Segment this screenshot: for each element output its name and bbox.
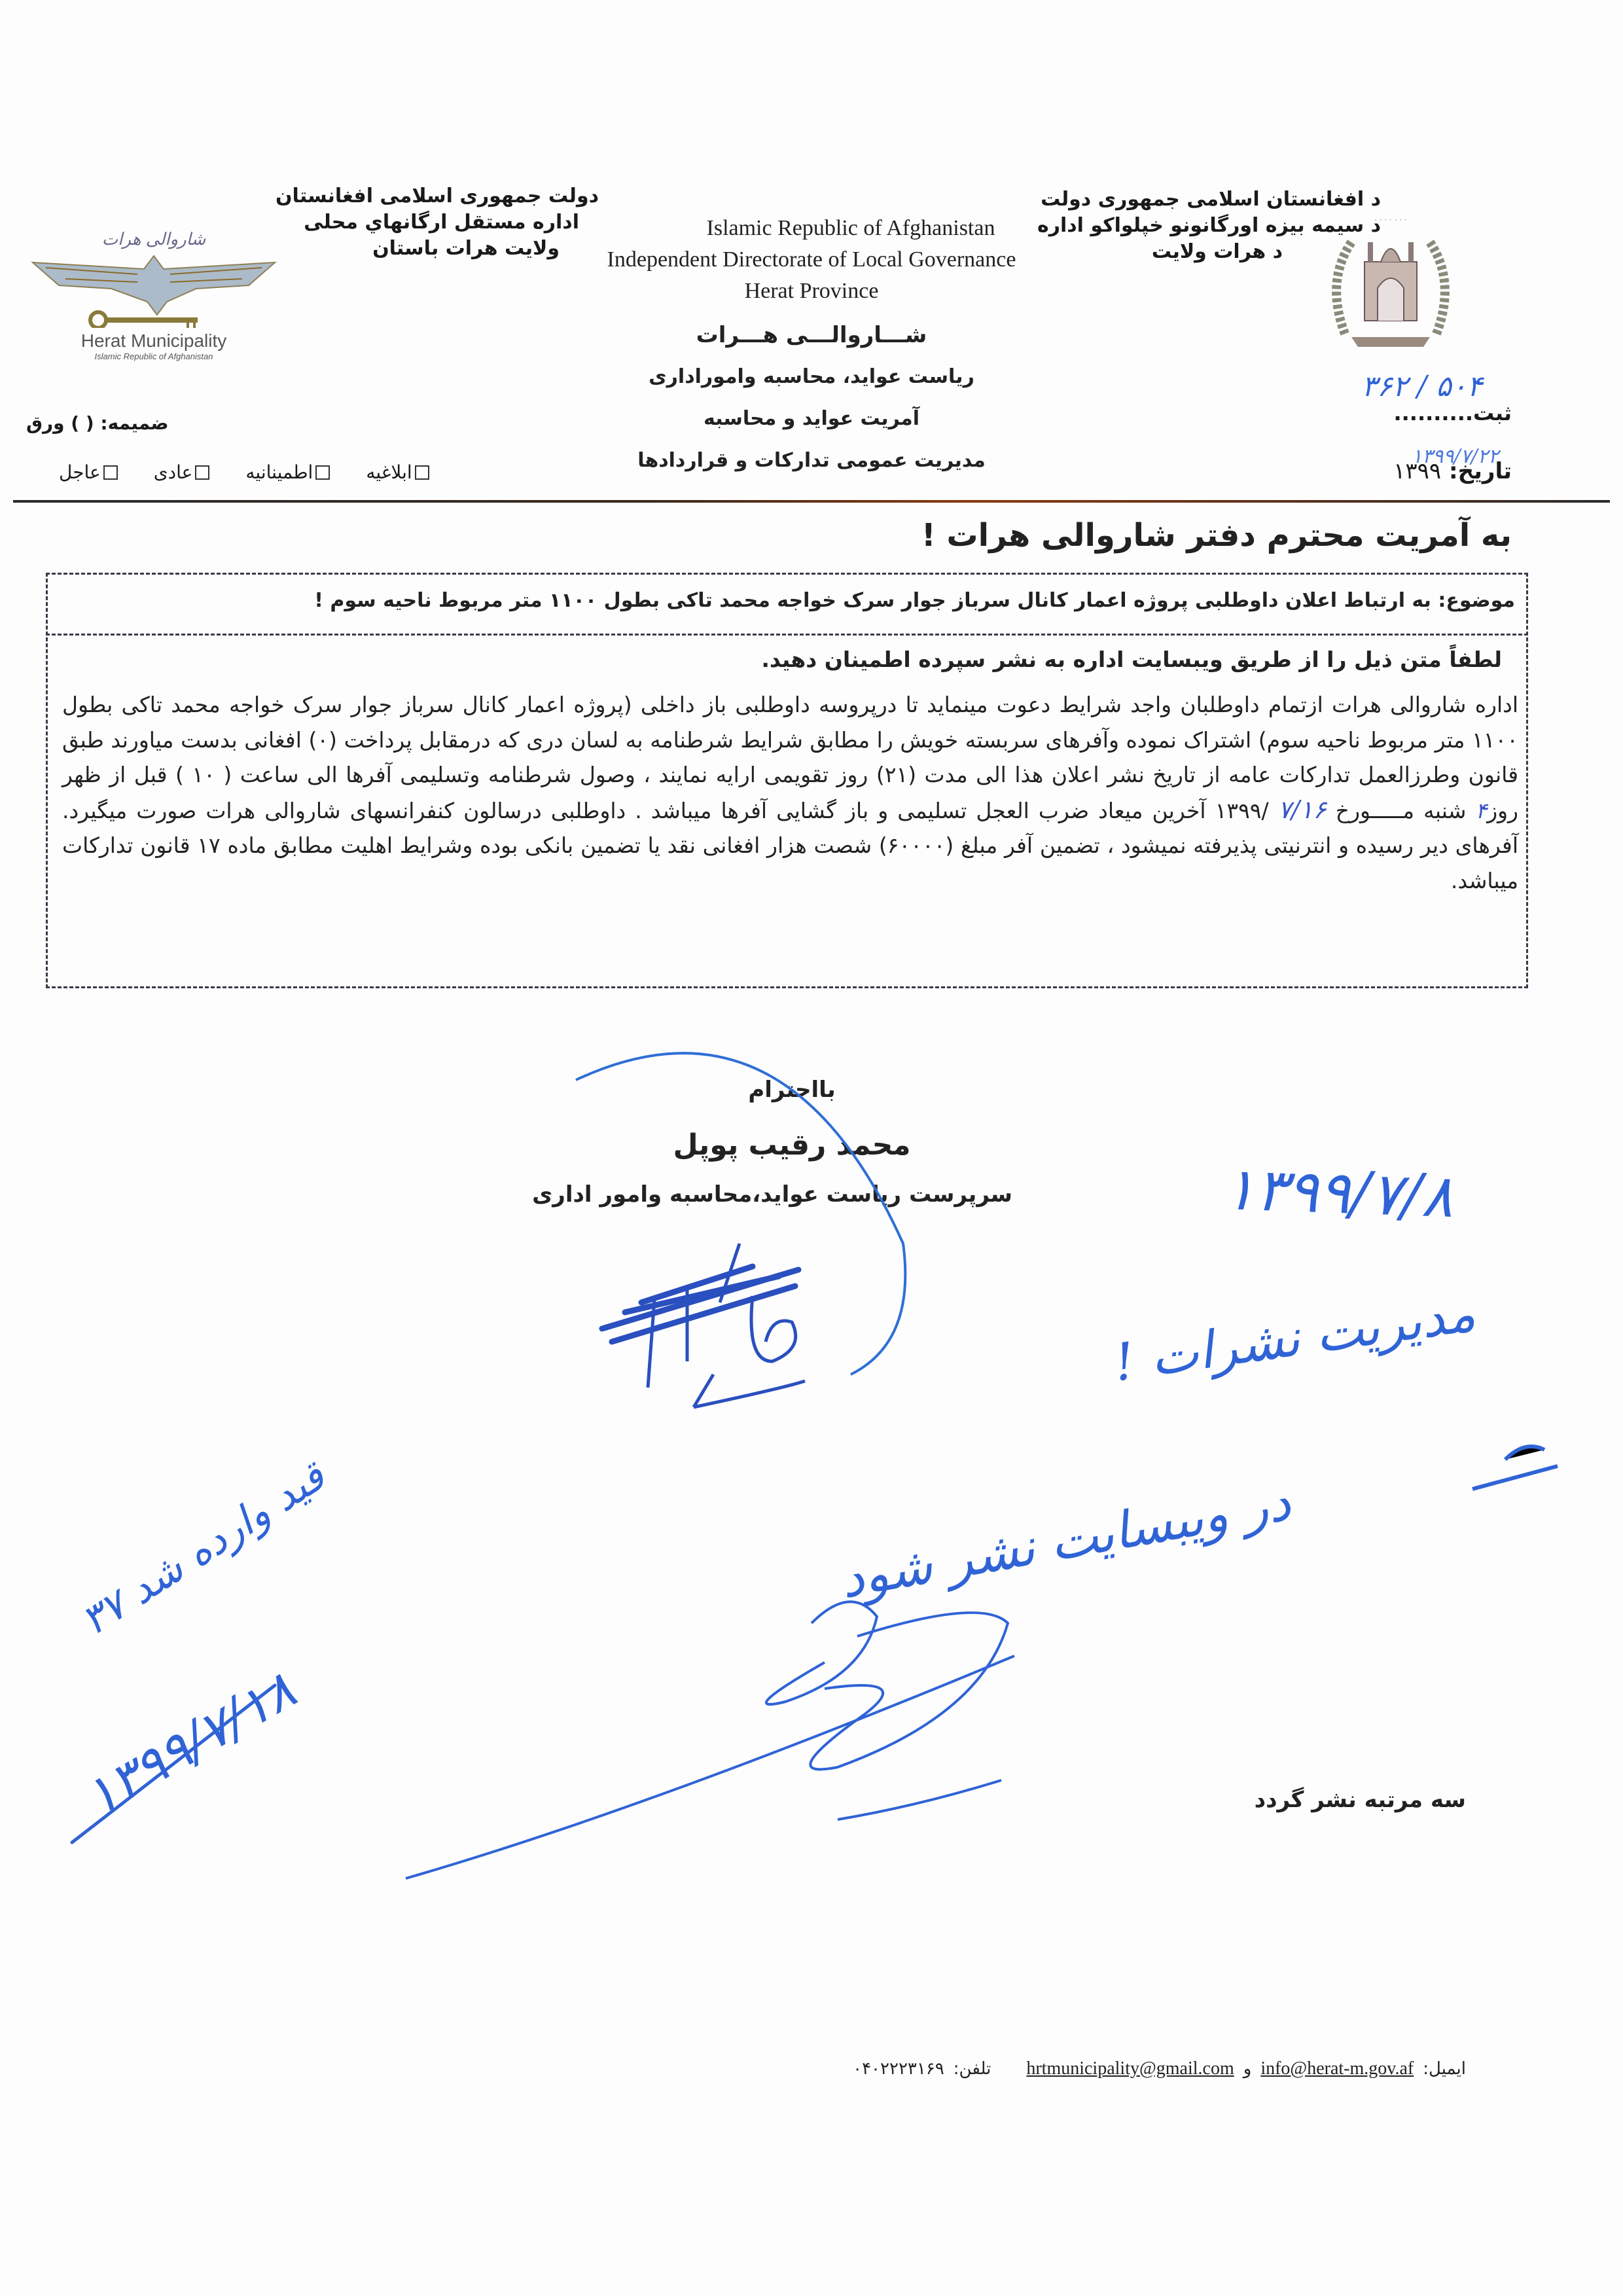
subject-line: موضوع: به ارتباط اعلان داوطلبی پروژه اعمار کانال سرباز جوار سرک خواجه محمد تاکی بطول ۱۱۰۰ متر مربوط ناحیه سوم ! <box>314 589 1515 612</box>
attachment-field: ضمیمه: ( ) ورق <box>26 412 169 434</box>
svg-text:· · · · · · ·: · · · · · · · <box>1374 215 1407 224</box>
logo-caption: Herat Municipality <box>80 331 227 351</box>
phone-number: ۰۴۰۲۲۲۳۱۶۹ <box>853 2059 944 2079</box>
email-link-gmail[interactable]: hrtmunicipality@gmail.com <box>1026 2058 1234 2079</box>
handwritten-day: ۴ <box>1475 797 1488 823</box>
checkbox-confirmation[interactable]: اطمینانیه <box>245 461 330 483</box>
header-dari-line-3: ولایت هرات باستان <box>372 237 560 260</box>
header-english-line-2: Independent Directorate of Local Governance <box>607 247 1016 272</box>
department-line-3: مدیریت عمومی تدارکات و قراردادها <box>637 449 986 472</box>
body-part-2: شنبه مـــــورخ <box>1335 797 1467 823</box>
signer-name: محمد رقیب پوپل <box>673 1128 911 1162</box>
department-line-2: آمریت عواید و محاسبه <box>703 407 920 430</box>
header-dari-line-1: دولت جمهوری اسلامی افغانستان <box>275 185 599 207</box>
register-dots: .......... <box>1393 401 1474 425</box>
department-line-1: ریاست عواید، محاسبه وامورادارى <box>649 365 974 388</box>
checkbox-notification[interactable]: ابلاغیه <box>366 461 429 483</box>
logo-top-caption: شاروالی هرات <box>101 229 206 249</box>
request-line: لطفاً متن ذیل را از طریق ویبسایت اداره به نشر سپرده اطمینان دهید. <box>761 647 1502 672</box>
email-link-official[interactable]: info@herat-m.gov.af <box>1260 2058 1414 2079</box>
signer-title: سرپرست ریاست عواید،محاسبه وامور اداری <box>532 1181 1012 1208</box>
header-pashto-line-2: د سیمه بیزه اورگانونو خپلواکو اداره <box>1037 214 1381 237</box>
handwritten-note-right: مدیریت نشرات ! <box>1110 1283 1479 1393</box>
logo-subcaption: Islamic Republic of Afghanistan <box>94 351 213 361</box>
municipality-title: شـــاروالـــی هـــرات <box>696 322 927 348</box>
header-english-line-3: Herat Province <box>744 279 879 303</box>
register-label: ثبت <box>1473 401 1512 425</box>
checkbox-normal[interactable]: عادی <box>154 461 210 483</box>
salutation: به آمریت محترم دفتر شاروالی هرات ! <box>921 517 1512 554</box>
phone-label: تلفن: <box>953 2059 991 2079</box>
date-printed-year: ۱۳۹۹ <box>1393 458 1442 484</box>
body-part-1: اداره شاروالی هرات ازتمام داوطلبان واجد شرایط دعوت مینماید تا درپروسه داوطلبی باز داخلی (پروژه اعمار کانال سرباز جوار سرک خواجه محمد تاکی بطول ۱۱۰۰ متر مربوط ناحیه سوم) اشتراک نموده وآفرهای سربسته خویش را مطابق شرایط شرطنامه به لسان دری که درمقابل پرداخت (۰) افغانی بدست میاورند طبق قانون وطرزالعمل تدارکات عامه از تاریخ نشر اعلان هذا الی مدت (۲۱) روز تقویمی ارایه نمایند ، وصول شرطنامه وتسلیمی آفرها الی ساعت ( ۱۰ ) قبل از ظهر روز <box>62 692 1518 823</box>
footer-contact <box>681 2058 1466 2079</box>
header-pashto-line-1: د افغانستان اسلامی جمهوری دولت <box>1041 188 1381 211</box>
header-pashto-line-3: د هرات ولایت <box>1151 240 1283 263</box>
checkbox-urgent[interactable]: عاجل <box>59 461 118 483</box>
closing-greeting: بااحترام <box>748 1077 836 1103</box>
date-label: تاریخ: <box>1449 458 1512 484</box>
body-part-3: /۱۳۹۹ آخرین میعاد ضرب العجل تسلیمی و باز گشایی آفرها میباشد . داوطلبی درسالون کنفرانسهای شاروالی هرات صورت میگیرد. آفرهای دیر رسیده و انترنیتی پذیرفته نمیشود ، تضمین آفر مبلغ (۶۰۰۰۰) شصت هزار افغانی نقد یا تضمین بانکی بوده وشرایط اهلیت مطابق ماده ۱۷ قانون تدارکات میباشد. <box>62 797 1519 893</box>
register-handwritten: ۵۰۴ / ۳۶۲ <box>1361 370 1482 403</box>
email-conjunction: و <box>1243 2059 1252 2079</box>
date-handwritten: ۱۳۹۹/۷/۲۲ <box>1411 445 1499 468</box>
handwritten-left-date: ۱۳۹۹/۷/۱۸ <box>74 1659 306 1828</box>
handwritten-date-right: ۱۳۹۹/۷/۸ <box>1222 1154 1455 1232</box>
header-english-line-1: Islamic Republic of Afghanistan <box>706 216 995 240</box>
handwritten-deadline-date: ۷/۱۶ <box>1277 795 1327 824</box>
email-label: ایمیل: <box>1423 2059 1466 2079</box>
publish-instruction: سه مرتبه نشر گردد <box>1254 1787 1466 1813</box>
handwritten-instruction: در ویبسایت نشر شود <box>836 1473 1295 1610</box>
handwritten-left-note: قید وارده شد ۳۷ <box>72 1452 334 1645</box>
header-dari-line-2: اداره مستقل ارگانهاي محلی <box>304 211 579 234</box>
